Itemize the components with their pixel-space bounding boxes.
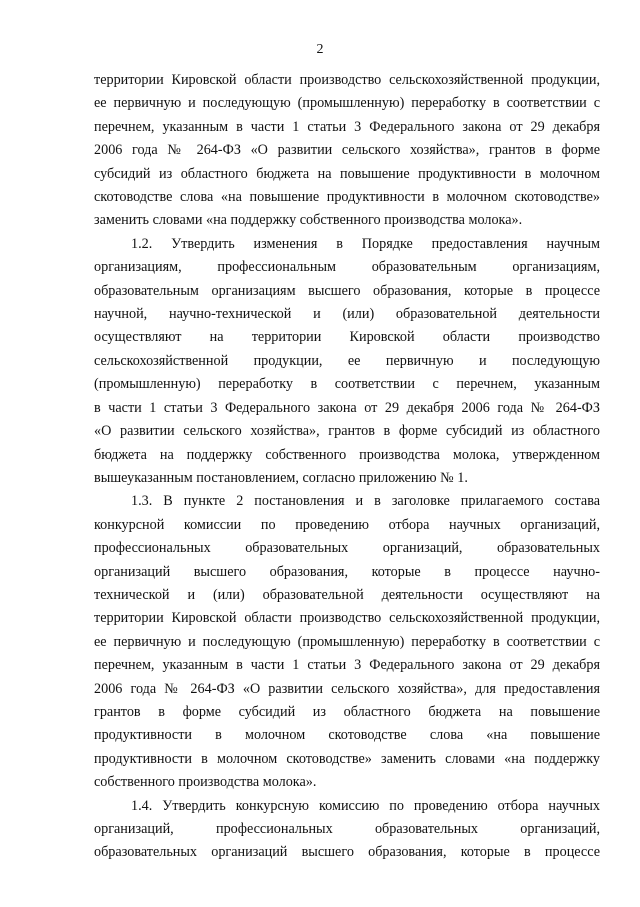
text-line: собственного производства молока». bbox=[94, 774, 317, 791]
page-number: 2 bbox=[316, 42, 324, 57]
text-line: 1.3. В пункте 2 постановления и в заголовке прилагаемого состава bbox=[131, 493, 600, 510]
text-line: 2006 года № 264-ФЗ «О развитии сельского хозяйства», для предоставления bbox=[94, 680, 600, 697]
paragraph-1 bbox=[94, 69, 600, 233]
text-line: бюджета на поддержку собственного производства молока, утвержденном bbox=[94, 446, 600, 463]
text-line: научной, научно-технической и (или) образовательной деятельности bbox=[94, 306, 600, 323]
text-line: 2006 года № 264-ФЗ «О развитии сельского хозяйства», грантов в форме bbox=[94, 142, 600, 159]
paragraph-1-4 bbox=[94, 795, 600, 865]
text-line: (промышленную) переработку в соответствии с перечнем, указанным bbox=[94, 376, 600, 393]
text-line: конкурсной комиссии по проведению отбора научных организаций, bbox=[94, 516, 600, 533]
text-line: «О развитии сельского хозяйства», грантов в форме субсидий из областного bbox=[94, 423, 600, 440]
text-line: организаций высшего образования, которые в процессе научно- bbox=[94, 563, 600, 580]
text-line: организациям, профессиональным образовательным организациям, bbox=[94, 259, 600, 276]
text-line: перечнем, указанным в части 1 статьи 3 Федерального закона от 29 декабря bbox=[94, 118, 600, 135]
text-line: ее первичную и последующую (промышленную) переработку в соответствии с bbox=[94, 95, 600, 112]
text-line: осуществляют на территории Кировской области производство bbox=[94, 329, 600, 346]
text-line: скотоводстве слова «на повышение продуктивности в молочном скотоводстве» bbox=[94, 189, 600, 206]
text-line: в части 1 статьи 3 Федерального закона от 29 декабря 2006 года № 264-ФЗ bbox=[94, 399, 600, 416]
paragraph-1-2 bbox=[94, 233, 600, 490]
text-line: продуктивности в молочном скотоводстве слова «на повышение bbox=[94, 727, 600, 744]
text-line: сельскохозяйственной продукции, ее первичную и последующую bbox=[94, 352, 600, 369]
text-line: перечнем, указанным в части 1 статьи 3 Федерального закона от 29 декабря bbox=[94, 657, 600, 674]
document-body bbox=[94, 69, 600, 865]
text-line: 1.2. Утвердить изменения в Порядке предоставления научным bbox=[131, 235, 600, 252]
text-line: организаций, профессиональных образовательных организаций, bbox=[94, 821, 600, 837]
text-line: образовательным организациям высшего образования, которые в процессе bbox=[94, 282, 600, 299]
paragraph-1-3 bbox=[94, 490, 600, 794]
text-line: 1.4. Утвердить конкурсную комиссию по проведению отбора научных bbox=[131, 797, 600, 814]
text-line: вышеуказанным постановлением, согласно приложению № 1. bbox=[94, 469, 468, 486]
text-line: территории Кировской области производство сельскохозяйственной продукции, bbox=[94, 72, 600, 88]
text-line: субсидий из областного бюджета на повышение продуктивности в молочном bbox=[94, 165, 600, 182]
text-line: ее первичную и последующую (промышленную) переработку в соответствии с bbox=[94, 633, 600, 650]
text-line: грантов в форме субсидий из областного бюджета на повышение bbox=[94, 703, 600, 720]
text-line: образовательных организаций высшего образования, которые в процессе bbox=[94, 844, 600, 861]
text-line: технической и (или) образовательной деятельности осуществляют на bbox=[94, 586, 600, 603]
text-line: заменить словами «на поддержку собственного производства молока». bbox=[94, 212, 523, 229]
text-line: продуктивности в молочном скотоводстве» заменить словами «на поддержку bbox=[94, 750, 600, 767]
text-line: профессиональных образовательных организаций, образовательных bbox=[94, 540, 600, 557]
text-line: территории Кировской области производство сельскохозяйственной продукции, bbox=[94, 610, 600, 627]
